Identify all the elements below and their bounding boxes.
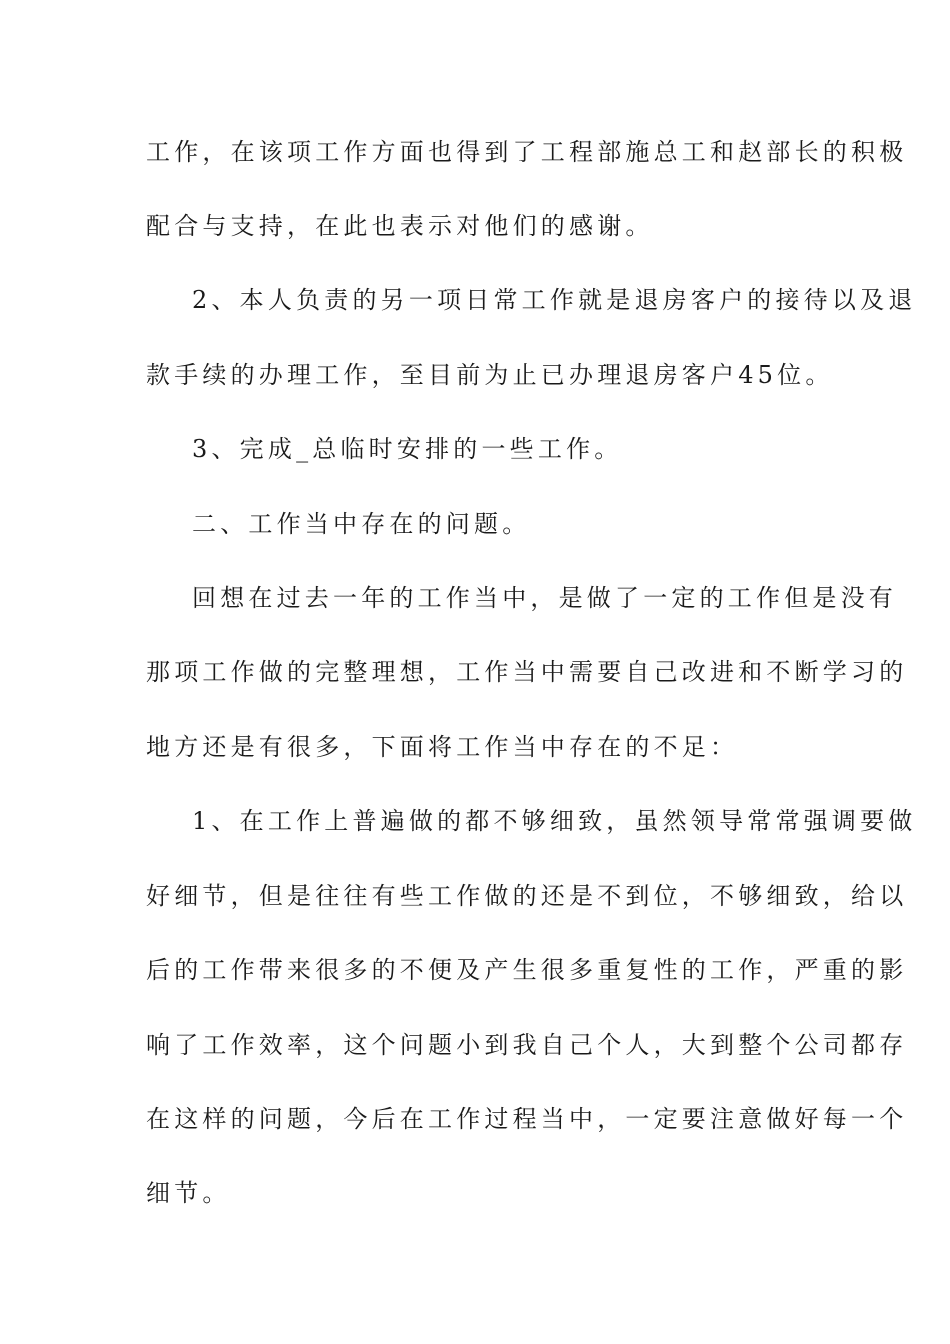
- paragraph-line: 后的工作带来很多的不便及产生很多重复性的工作，严重的影: [146, 956, 908, 984]
- paragraph-line: 在这样的问题，今后在工作过程当中，一定要注意做好每一个: [146, 1105, 908, 1133]
- paragraph-line: 1、在工作上普遍做的都不够细致，虽然领导常常强调要做: [192, 807, 917, 835]
- paragraph-line: 2、本人负责的另一项日常工作就是退房客户的接待以及退: [192, 286, 917, 314]
- paragraph-line: 工作，在该项工作方面也得到了工程部施总工和赵部长的积极: [146, 138, 908, 166]
- section-heading: 二、工作当中存在的问题。: [192, 510, 531, 538]
- paragraph-line: 响了工作效率，这个问题小到我自己个人，大到整个公司都存: [146, 1031, 908, 1059]
- paragraph-line: 配合与支持，在此也表示对他们的感谢。: [146, 212, 654, 240]
- paragraph-line: 款手续的办理工作，至目前为止已办理退房客户45位。: [146, 361, 834, 389]
- paragraph-line: 回想在过去一年的工作当中，是做了一定的工作但是没有: [192, 584, 897, 612]
- paragraph-line: 那项工作做的完整理想，工作当中需要自己改进和不断学习的: [146, 658, 908, 686]
- paragraph-line: 细节。: [146, 1179, 231, 1207]
- paragraph-line: 3、完成_总临时安排的一些工作。: [192, 435, 623, 463]
- paragraph-line: 好细节，但是往往有些工作做的还是不到位，不够细致，给以: [146, 882, 908, 910]
- paragraph-line: 地方还是有很多，下面将工作当中存在的不足：: [146, 733, 739, 761]
